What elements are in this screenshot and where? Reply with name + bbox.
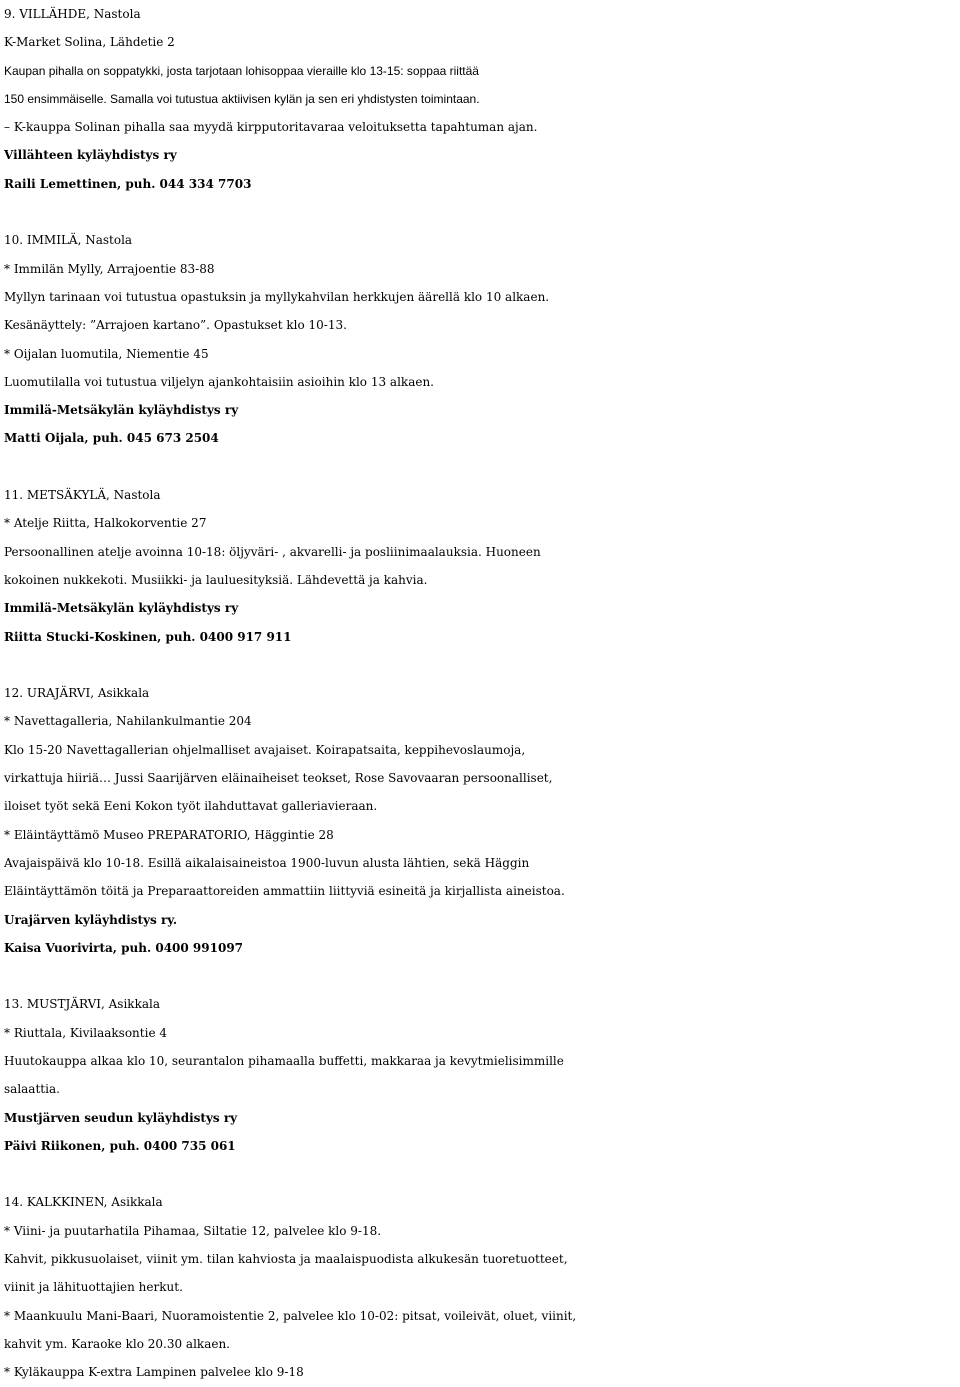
description-line: Kahvit, pikkusuolaiset, viinit ym. tilan kahviosta ja maalaispuodista alkukesän tuoretuotteet,: [4, 1252, 568, 1267]
contact-line: Raili Lemettinen, puh. 044 334 7703: [4, 176, 252, 191]
venue-line: * Riuttala, Kivilaaksontie 4: [4, 1025, 167, 1040]
description-line: Persoonallinen atelje avoinna 10-18: öljyväri- , akvarelli- ja posliinimaalauksia. Huoneen: [4, 544, 541, 559]
description-line: Luomutilalla voi tutustua viljelyn ajankohtaisiin asioihin klo 13 alkaen.: [4, 374, 434, 389]
venue-line: * Eläintäyttämö Museo PREPARATORIO, Häggintie 28: [4, 827, 334, 842]
organizer-name: Mustjärven seudun kyläyhdistys ry: [4, 1110, 238, 1125]
section-kalkkinen: [4, 1188, 960, 1386]
organizer-name: Immilä-Metsäkylän kyläyhdistys ry: [4, 403, 239, 418]
venue-line: * Viini- ja puutarhatila Pihamaa, Siltatie 12, palvelee klo 9-18.: [4, 1223, 382, 1238]
venue-line: * Atelje Riitta, Halkokorventie 27: [4, 516, 207, 531]
description-line: iloiset työt sekä Eeni Kokon työt ilahduttavat galleriavieraan.: [4, 799, 378, 814]
contact-line: Matti Oijala, puh. 045 673 2504: [4, 431, 219, 446]
section-gap: [4, 453, 960, 481]
description-line: 150 ensimmäiselle. Samalla voi tutustua aktiivisen kylän ja sen eri yhdistysten toimintaan.: [4, 91, 480, 106]
description-line: kahvit ym. Karaoke klo 20.30 alkaen.: [4, 1336, 230, 1351]
section-gap: [4, 962, 960, 990]
section-gap: [4, 651, 960, 679]
venue-line: * Oijalan luomutila, Niementie 45: [4, 346, 209, 361]
description-line: – K-kauppa Solinan pihalla saa myydä kirpputoritavaraa veloituksetta tapahtuman ajan.: [4, 120, 538, 135]
description-line: kokoinen nukkekoti. Musiikki- ja lauluesityksiä. Lähdevettä ja kahvia.: [4, 572, 428, 587]
section-gap: [4, 1160, 960, 1188]
section-heading: 13. MUSTJÄRVI, Asikkala: [4, 997, 160, 1012]
description-line: viinit ja lähituottajien herkut.: [4, 1280, 183, 1295]
description-line: Klo 15-20 Navettagallerian ohjelmalliset avajaiset. Koirapatsaita, keppihevoslaumoja,: [4, 742, 526, 757]
description-line: Kesänäyttely: ”Arrajoen kartano”. Opastukset klo 10-13.: [4, 318, 347, 333]
description-line: salaattia.: [4, 1082, 60, 1097]
contact-line: Kaisa Vuorivirta, puh. 0400 991097: [4, 940, 244, 955]
description-line: Eläintäyttämön töitä ja Preparaattoreiden ammattiin liittyviä esineitä ja kirjallista aineistoa.: [4, 884, 565, 899]
section-heading: 9. VILLÄHDE, Nastola: [4, 7, 141, 21]
section-heading: 11. METSÄKYLÄ, Nastola: [4, 488, 161, 503]
section-mustjarvi: [4, 990, 960, 1160]
contact-line: Riitta Stucki-Koskinen, puh. 0400 917 911: [4, 629, 292, 644]
section-villahde: [4, 0, 960, 198]
section-gap: [4, 198, 960, 226]
description-line: Kaupan pihalla on soppatykki, josta tarjotaan lohisoppaa vieraille klo 13-15: soppaa riittää: [4, 63, 479, 78]
venue-line: * Maankuulu Mani-Baari, Nuoramoistentie 2, palvelee klo 10-02: pitsat, voileivät, oluet, viinit,: [4, 1308, 577, 1323]
description-line: virkattuja hiiriä… Jussi Saarijärven eläinaiheiset teokset, Rose Savovaaran persoonalliset,: [4, 771, 553, 786]
organizer-name: Immilä-Metsäkylän kyläyhdistys ry: [4, 601, 239, 616]
organizer-name: Urajärven kyläyhdistys ry.: [4, 912, 178, 927]
description-line: Huutokauppa alkaa klo 10, seurantalon pihamaalla buffetti, makkaraa ja kevytmielisimmille: [4, 1053, 564, 1068]
venue-line: * Navettagalleria, Nahilankulmantie 204: [4, 714, 252, 729]
section-heading: 14. KALKKINEN, Asikkala: [4, 1195, 163, 1210]
description-line: Avajaispäivä klo 10-18. Esillä aikalaisaineistoa 1900-luvun alusta lähtien, sekä Häggin: [4, 855, 530, 870]
section-heading: 12. URAJÄRVI, Asikkala: [4, 686, 150, 701]
venue-line: K-Market Solina, Lähdetie 2: [4, 35, 175, 50]
description-line: Myllyn tarinaan voi tutustua opastuksin ja myllykahvilan herkkujen äärellä klo 10 alkaen.: [4, 289, 550, 304]
section-metsakyla: [4, 481, 960, 651]
organizer-name: Villähteen kyläyhdistys ry: [4, 148, 177, 163]
venue-line: * Immilän Mylly, Arrajoentie 83-88: [4, 261, 215, 276]
section-heading: 10. IMMILÄ, Nastola: [4, 233, 133, 248]
contact-line: Päivi Riikonen, puh. 0400 735 061: [4, 1138, 236, 1153]
section-urajarvi: [4, 679, 960, 962]
section-immila: [4, 226, 960, 452]
venue-line: * Kyläkauppa K-extra Lampinen palvelee klo 9-18: [4, 1365, 304, 1380]
